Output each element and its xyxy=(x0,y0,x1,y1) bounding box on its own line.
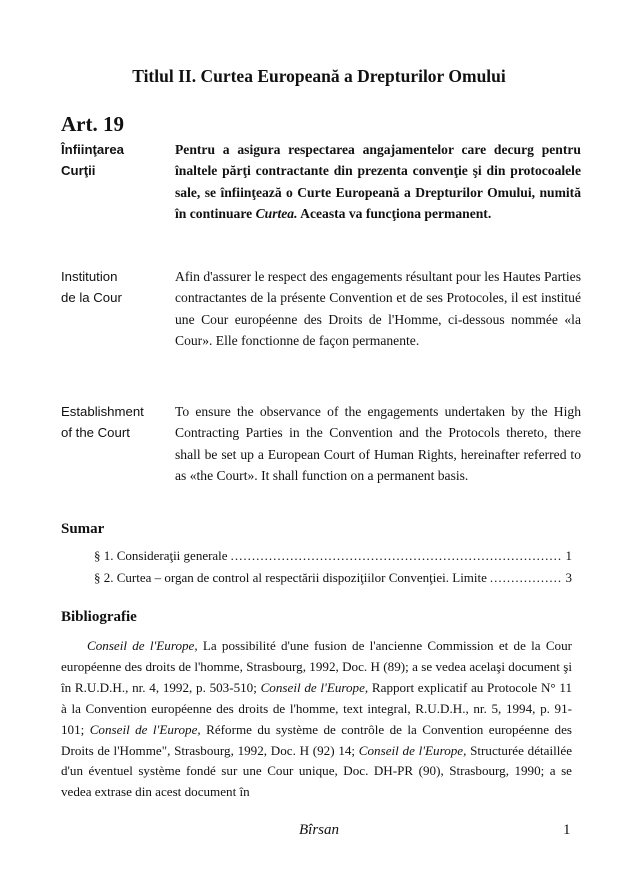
section-text xyxy=(175,139,581,224)
summary-item-page: 1 xyxy=(565,548,572,563)
section-label-line: Establishment xyxy=(61,404,144,419)
section-french xyxy=(61,266,581,376)
summary-list xyxy=(94,548,572,592)
section-text-emphasis: Curtea. xyxy=(255,205,298,221)
bibliography-author: Conseil de l'Europe, xyxy=(87,638,198,653)
bibliography-author: Conseil de l'Europe, xyxy=(89,721,201,737)
section-romanian xyxy=(61,139,581,249)
summary-heading: Sumar xyxy=(61,521,105,537)
leader-dots xyxy=(490,570,563,586)
section-label-line: Institution xyxy=(61,269,118,284)
summary-item-page: 3 xyxy=(565,570,572,585)
section-text-part: Pentru a asigura respectarea angajamentelor care decurg pentru înaltele părţi contractante din prezenta convenţie şi din protocoalele sale, se înfiinţează o Curte Europeană a Drepturilor Omului, numită în continuare xyxy=(175,142,581,221)
bibliography-heading: Bibliografie xyxy=(61,609,137,625)
section-text: Afin d'assurer le respect des engagements résultant pour les Hautes Parties contractantes de la présente Convention et de ses Protocoles, il est institué une Cour européenne des Droits de l'Homme, ci-dessous nommée «la Cour». Elle fonctionne de façon permanente. xyxy=(175,269,581,348)
section-label-line: Înfiinţarea xyxy=(61,142,125,157)
section-label xyxy=(61,139,146,181)
bibliography-part: Réforme du système de contrôle de la Convention européenne des Droits de l'Homme", Strasbourg, 1992, Doc. H (92) 14; xyxy=(61,721,572,758)
bibliography-part: La possibilité d'une fusion de l'ancienne Commission et de la Cour européenne des droits de l'homme, Strasbourg, 1992, Doc. H (89); a se vedea acelaşi document şi în R.U.D.H., nr. 4, 1992, p. 503-510; xyxy=(61,638,573,695)
summary-item-title: § 1. Consideraţii generale xyxy=(94,548,228,563)
section-label xyxy=(61,266,146,308)
bibliography-text xyxy=(61,636,572,803)
footer-author: Bîrsan xyxy=(298,822,339,838)
leader-dots xyxy=(231,548,563,564)
article-number: Art. 19 xyxy=(61,112,124,136)
bibliography-part: Structurée détaillée d'un éventuel système fondé sur une Cour unique, Doc. DH-PR (90), Strasbourg, 1990; a se vedea extrase din acest document în xyxy=(61,742,573,800)
page-title: Titlul II. Curtea Europeană a Drepturilor Omului xyxy=(132,66,506,86)
section-text: To ensure the observance of the engagements undertaken by the High Contracting Parties in the Convention and the Protocols thereto, there shall be set up a European Court of Human Rights, hereinafter referred to as «the Court». It shall function on a permanent basis. xyxy=(175,404,581,483)
page-number: 1 xyxy=(563,822,571,838)
summary-item[interactable] xyxy=(94,548,572,570)
section-text-part: Aceasta va funcţiona permanent. xyxy=(297,205,492,221)
bibliography-part: Rapport explicatif au Protocole N° 11 à la Convention européenne des droits de l'homme, text integral, R.U.D.H., nr. 5, 1994, p. 91-101; xyxy=(61,679,572,737)
section-label xyxy=(61,401,146,443)
section-english xyxy=(61,401,581,511)
section-label-line: de la Cour xyxy=(61,290,122,305)
section-label-line: of the Court xyxy=(61,425,130,440)
summary-item-title: § 2. Curtea – organ de control al respectării dispoziţiilor Convenţiei. Limite xyxy=(94,570,487,585)
bibliography-author: Conseil de l'Europe, xyxy=(260,679,369,695)
section-label-line: Curţii xyxy=(61,163,96,178)
summary-item[interactable] xyxy=(94,570,572,592)
bibliography-author: Conseil de l'Europe, xyxy=(358,742,467,758)
